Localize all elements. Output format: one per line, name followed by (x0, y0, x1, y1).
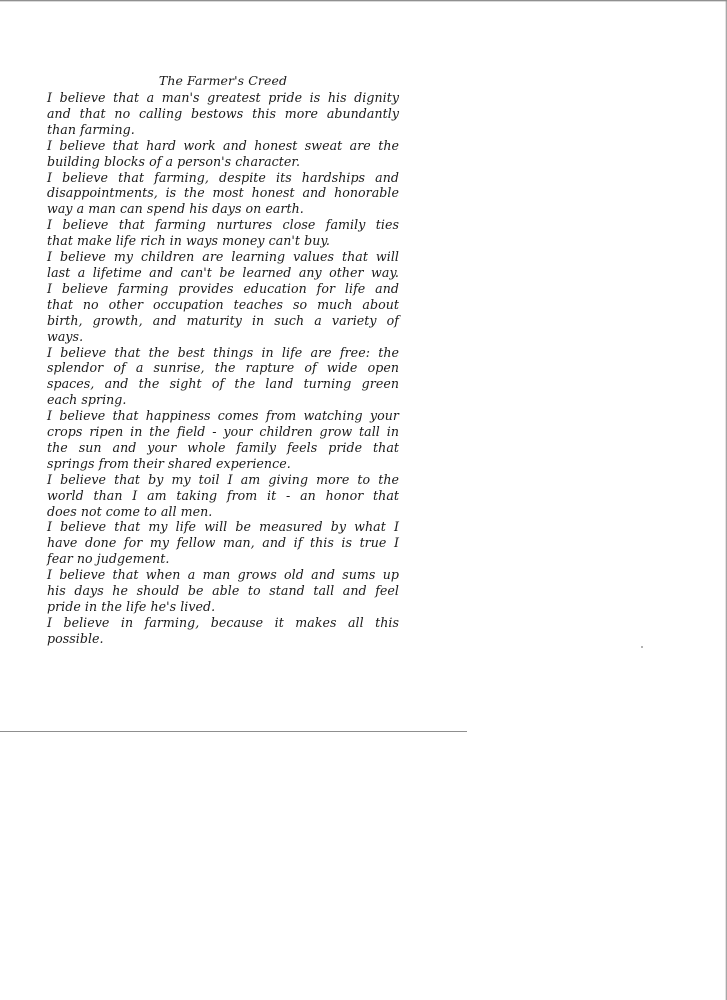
creed-line: I believe that the best things in life are free: the (47, 344, 399, 360)
scan-top-edge (0, 0, 727, 2)
creed-line: I believe farming provides education for life and (47, 280, 399, 296)
creed-line: I believe that my life will be measured by what I (47, 519, 399, 535)
creed-line: the sun and your whole family feels pride that (47, 439, 399, 455)
creed-line: possible. (47, 630, 104, 646)
creed-line: I believe that hard work and honest sweat are the (47, 137, 399, 153)
creed-line: spaces, and the sight of the land turning green (47, 376, 399, 392)
creed-line: world than I am taking from it - an honor that (47, 487, 399, 503)
creed-line: splendor of a sunrise, the rapture of wide open (47, 360, 399, 376)
creed-text (47, 90, 399, 647)
creed-line: that no other occupation teaches so much about (47, 296, 399, 312)
creed-line: springs from their shared experience. (47, 455, 291, 471)
creed-line: ways. (47, 328, 84, 344)
creed-line: that make life rich in ways money can't buy. (47, 233, 330, 249)
creed-line: last a lifetime and can't be learned any other way. (47, 264, 399, 280)
creed-line: way a man can spend his days on earth. (47, 201, 304, 217)
document-title: The Farmer's Creed (158, 73, 288, 88)
creed-line: have done for my fellow man, and if this is true I (47, 535, 399, 551)
creed-line: than farming. (47, 121, 135, 137)
creed-line: birth, growth, and maturity in such a variety of (47, 312, 399, 328)
creed-line: does not come to all men. (47, 503, 213, 519)
creed-line: I believe that a man's greatest pride is his dignity (47, 90, 399, 105)
creed-line: his days he should be able to stand tall and feel (47, 583, 399, 599)
creed-line: and that no calling bestows this more abundantly (47, 105, 399, 121)
creed-line: disappointments, is the most honest and honorable (47, 185, 399, 201)
creed-line: pride in the life he's lived. (47, 599, 216, 614)
creed-line: each spring. (47, 392, 127, 408)
creed-line: I believe that farming nurtures close family ties (47, 217, 399, 233)
scan-speck (641, 646, 643, 648)
creed-line: crops ripen in the field - your children grow tall in (47, 424, 399, 440)
creed-line: I believe that when a man grows old and sums up (47, 567, 399, 583)
document-body (47, 73, 399, 647)
creed-line: fear no judgement. (47, 551, 170, 567)
creed-line: I believe that happiness comes from watching your (47, 408, 399, 424)
creed-line: building blocks of a person's character. (47, 153, 301, 169)
page-divider-line (0, 731, 467, 732)
creed-line: I believe my children are learning values that will (47, 249, 399, 265)
creed-line: I believe in farming, because it makes all this (47, 614, 399, 630)
creed-line: I believe that farming, despite its hardships and (47, 169, 399, 185)
creed-line: I believe that by my toil I am giving more to the (47, 471, 399, 487)
